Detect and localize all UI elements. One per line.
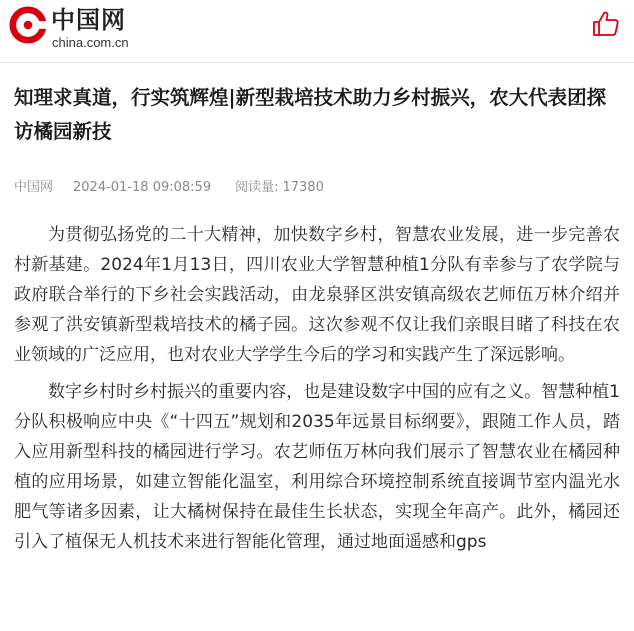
read-count-value: 17380 [282,180,324,195]
like-button[interactable] [591,9,621,39]
article-datetime: 2024-01-18 09:08:59 [73,180,212,195]
article-paragraph: 为贯彻弘扬党的二十大精神，加快数字乡村，智慧农业发展，进一步完善农村新基建。2024年1月13日，四川农业大学智慧种植1分队有幸参与了农学院与政府联合举行的下乡社会实践活动，由龙泉驿区洪安镇高级农艺师伍万林介绍并参观了洪安镇新型栽培技术的橘子园。这次参观不仅让我们亲眼目睹了科技在农业领域的广泛应用，也对农业大学学生今后的学习和实践产生了深远影响。 [14,225,620,365]
article-body [14,220,620,557]
read-count-label: 阅读量: [235,180,279,195]
read-count-group [235,180,324,195]
article [0,81,634,557]
thumbs-up-icon [591,9,621,39]
article-source: 中国网 [14,180,54,195]
china-com-cn-logo-icon [9,6,47,44]
article-meta [14,178,620,198]
article-paragraph: 数字乡村时乡村振兴的重要内容，也是建设数字中国的应有之义。智慧种植1分队积极响应中央《“十四五”规划和2035年远景目标纲要》，跟随工作人员，踏入应用新型科技的橘园进行学习。农艺师伍万林向我们展示了智慧农业在橘园种植的应用场景，如建立智能化温室，利用综合环境控制系统直接调节室内温光水肥气等诸多因素，让大橘树保持在最佳生长状态，实现全年高产。此外，橘园还引入了植保无人机技术来进行智能化管理，通过地面遥感和gps [14,382,620,552]
logo-domain: china.com.cn [52,35,129,50]
logo-text [51,6,129,50]
site-logo[interactable] [9,6,129,50]
top-bar [0,0,634,63]
article-title: 知理求真道，行实筑辉煌|新型栽培技术助力乡村振兴，农大代表团探访橘园新技 [14,86,607,143]
logo-chinese: 中国网 [51,6,126,34]
